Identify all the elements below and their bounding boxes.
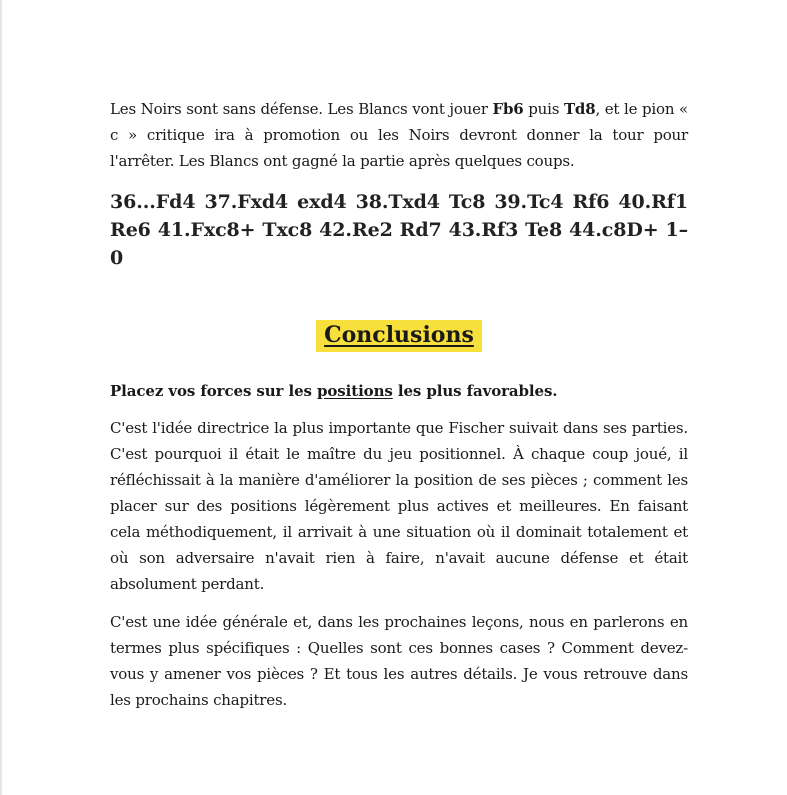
intro-paragraph [110, 96, 688, 174]
page-left-border [0, 0, 2, 795]
subhead-before: Placez vos forces sur les [110, 382, 317, 400]
intro-text-3: , et le pion « c » critique ira à promotion ou les Noirs devront donner la tour pour l'arrêter. Les Blancs ont gagné la partie après quelques coups. [110, 100, 688, 170]
section-heading: Conclusions [316, 320, 482, 352]
subhead-underlined: positions [317, 382, 393, 400]
move-sequence: 36...Fd4 37.Fxd4 exd4 38.Txd4 Tc8 39.Tc4 Rf6 40.Rf1 Re6 41.Fxc8+ Txc8 42.Re2 Rd7 43.Rf3 Te8 44.c8D+ 1–0 [110, 191, 688, 269]
principle-subheading [110, 378, 688, 404]
move-fb6: Fb6 [492, 100, 524, 118]
body-paragraph-2: C'est une idée générale et, dans les prochaines leçons, nous en parlerons en termes plus spécifiques : Quelles sont ces bonnes cases ? Comment devez-vous y amener vos pièces ? Et tous les autres détails. Je vous retrouve dans les prochains chapitres. [110, 613, 688, 709]
body-paragraph-1: C'est l'idée directrice la plus importante que Fischer suivait dans ses parties. C'est pourquoi il était le maître du jeu positionnel. À chaque coup joué, il réfléchissait à la manière d'améliorer la position de ses pièces ; comment les placer sur des positions légèrement plus actives et meilleures. En faisant cela méthodiquement, il arrivait à une situation où il dominait totalement et où son adversaire n'avait rien à faire, n'avait aucune défense et était absolument perdant. [110, 419, 688, 593]
intro-text-1: Les Noirs sont sans défense. Les Blancs vont jouer [110, 100, 493, 118]
document-body [110, 96, 688, 713]
section-heading-wrap [110, 320, 688, 354]
move-td8: Td8 [563, 100, 596, 118]
intro-text-2: puis [523, 100, 564, 118]
subhead-after: les plus favorables. [392, 382, 558, 400]
